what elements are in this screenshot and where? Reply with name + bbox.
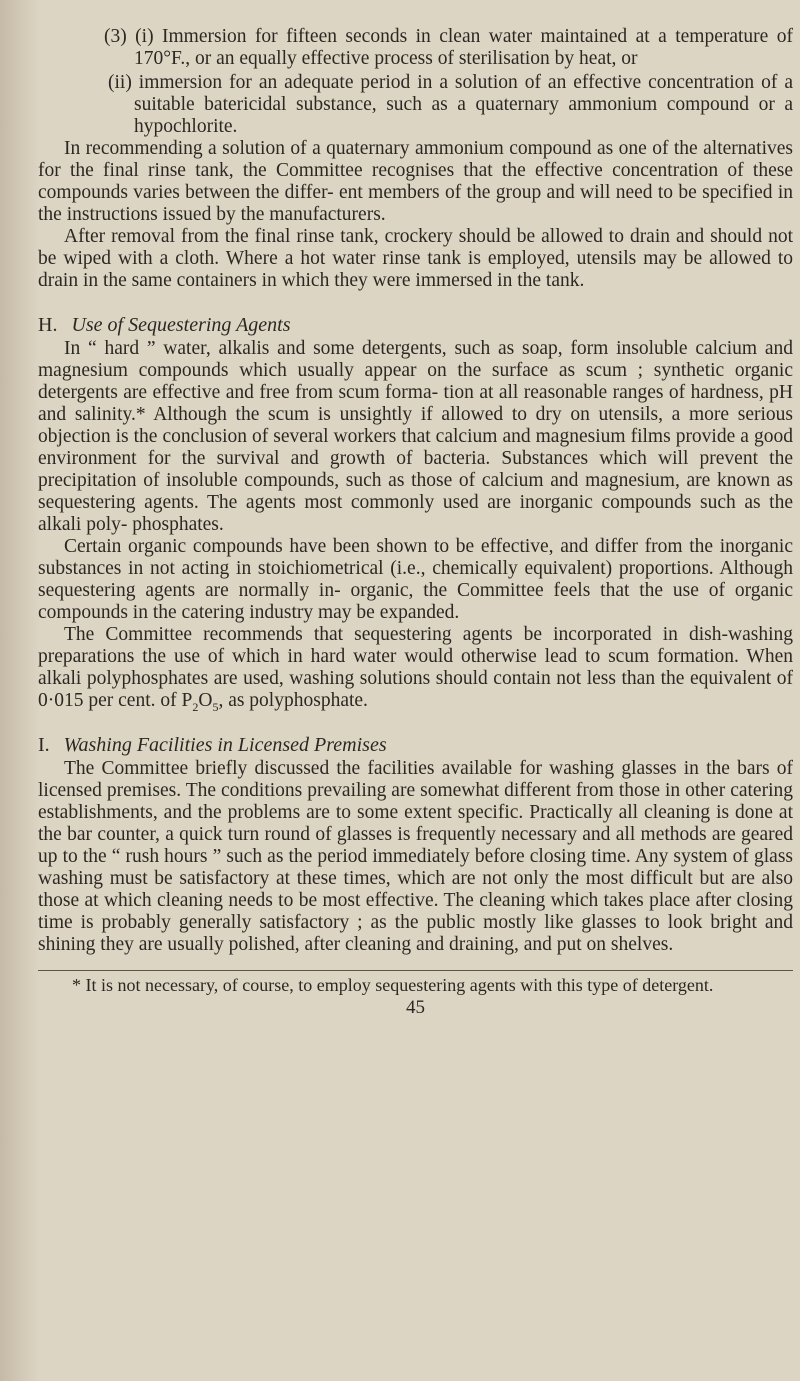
paragraph-h-3-lead: The Committee recommends that sequestering agents be incorporated in dish-washing preparations the use of which in hard water would otherwise lead to scum formation. When alkali polyphosphates are used, washing solutions should contain not less than the equivalent of 0·015 per cent. of P [38,624,793,711]
section-heading-h [38,314,793,336]
paragraph-h-3-tail: , as polyphosphate. [218,690,368,711]
subscript-2: 2 [192,699,199,714]
list-item-3-i: (3) (i) Immersion for fifteen seconds in clean water maintained at a temperature of 170°F., or an equally effective process of sterilisation by heat, or [104,26,793,69]
paragraph-h-3 [38,624,793,712]
footnote: * It is not necessary, of course, to employ sequestering agents with this type of detergent. [72,975,714,995]
paragraph-i-1: The Committee briefly discussed the facilities available for washing glasses in the bars of licensed premises. The conditions prevailing are somewhat different from those in other catering establishments, and the problems are to some extent specific. Practically all cleaning is done at the bar counter, a quick turn round of glasses is frequently necessary and all methods are geared up to the “ rush hours ” such as the period immediately before closing time. Any system of glass washing must be satisfactory at these times, which are not only the most difficult but are also those at which cleaning needs to be most effective. The cleaning which takes place after closing time is probably generally satisfactory ; as the public mostly like glasses to look bright and shining they are usually polished, after cleaning and draining, and put on shelves. [38,758,793,955]
section-title-h: Use of Sequestering Agents [71,314,291,336]
paragraph-h-2: Certain organic compounds have been shown to be effective, and differ from the inorganic substances in not acting in stoichiometrical (i.e., chemically equivalent) proportions. Although sequestering agents are normally in- organic, the Committee feels that the use of organic compounds in the catering industry may be expanded. [38,536,793,623]
paragraph-h-1: In “ hard ” water, alkalis and some detergents, such as soap, form insoluble calcium and magnesium compounds which usually appear on the surface as scum ; synthetic organic detergents are effective and free from scum forma- tion at all reasonable ranges of hardness, pH and salinity.* Although the scum is unsightly if allowed to dry on utensils, a more serious objection is the conclusion of several workers that calcium and magnesium films provide a good environment for the survival and growth of bacteria. Substances which will prevent the precipitation of insoluble compounds, such as those of calcium and magnesium, are known as sequestering agents. The agents most commonly used are inorganic compounds such as the alkali poly- phosphates. [38,338,793,535]
paragraph-h-3-mid: O [198,690,213,711]
page-number: 45 [406,997,425,1018]
paragraph-removal: After removal from the final rinse tank, crockery should be allowed to drain and should not be wiped with a cloth. Where a hot water rinse tank is employed, utensils may be allowed to drain in the same containers in which they were immersed in the tank. [38,226,793,291]
section-letter-i: I. [38,734,50,756]
list-item-3-ii: (ii) immersion for an adequate period in a solution of an effective concentration of a suitable batericidal substance, such as a quaternary ammonium compound or a hypochlorite. [108,72,793,137]
footnote-divider [38,970,793,971]
section-heading-i [38,734,793,756]
page-content [38,26,793,1019]
section-title-i: Washing Facilities in Licensed Premises [63,734,387,756]
paragraph-quaternary: In recommending a solution of a quaternary ammonium compound as one of the alternatives for the final rinse tank, the Committee recognises that the effective concentration of these compounds varies between the differ- ent members of the group and will need to be specified in the instructions issued by the manufacturers. [38,138,793,225]
section-letter-h: H. [38,314,58,336]
subscript-5: 5 [212,699,219,714]
